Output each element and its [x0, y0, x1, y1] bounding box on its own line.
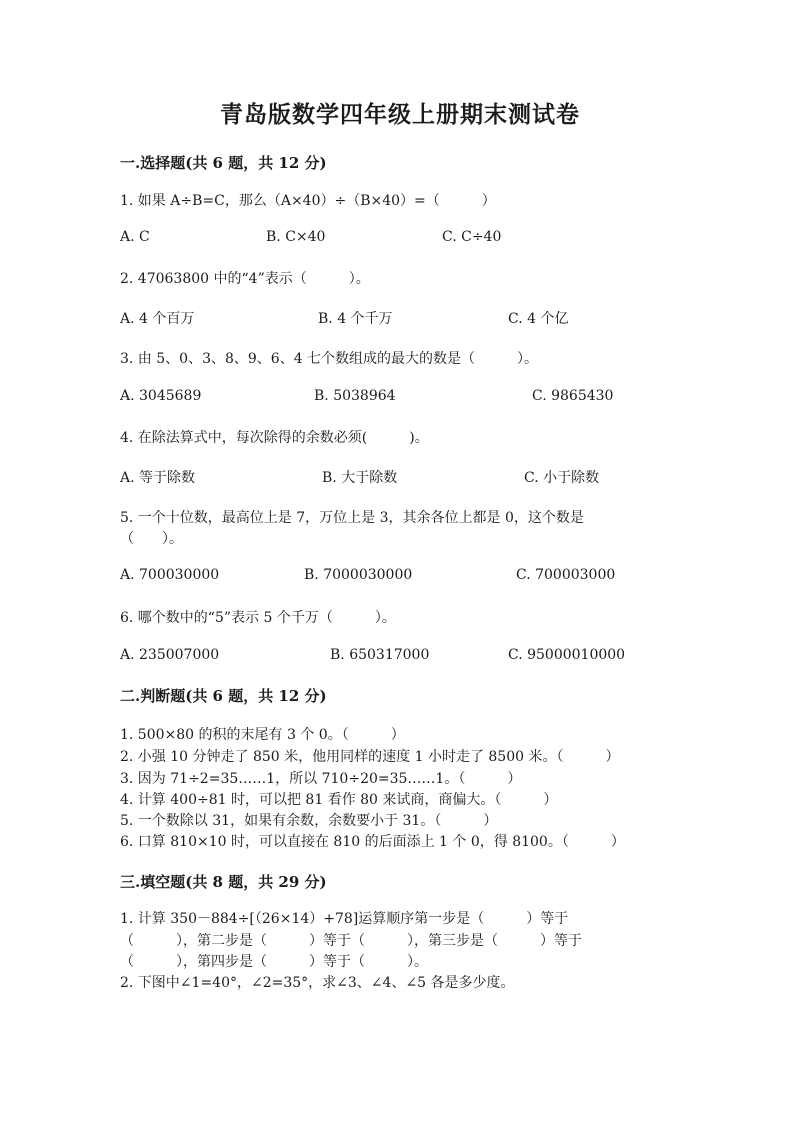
option-b: B. C×40: [266, 229, 326, 245]
option-a: A. 3045689: [120, 388, 202, 404]
fill-item: 1. 计算 350－884÷[（26×14）+78]运算顺序第一步是（ ）等于: [120, 911, 569, 927]
question-text: 6. 哪个数中的“5”表示 5 个千万（ ）。: [120, 610, 396, 626]
option-c: C. 4 个亿: [508, 311, 569, 327]
option-b: B. 7000030000: [304, 567, 413, 583]
section-heading-choice: 一.选择题(共 6 题，共 12 分): [120, 154, 327, 172]
page-title: 青岛版数学四年级上册期末测试卷: [220, 101, 580, 128]
fill-item: 2. 下图中∠1=40°，∠2=35°，求∠3、∠4、∠5 各是多少度。: [120, 975, 515, 991]
option-c: C. 700003000: [516, 567, 616, 583]
question-text-continued: （ ）。: [120, 531, 183, 547]
fill-item-continued: （ ），第四步是（ ）等于（ ）。: [120, 954, 428, 970]
question-text: 1. 如果 A÷B=C，那么（A×40）÷（B×40）=（ ）: [120, 193, 496, 209]
option-b: B. 5038964: [314, 388, 396, 404]
option-a: A. C: [120, 229, 150, 245]
judgment-item: 3. 因为 71÷2=35……1，所以 710÷20=35……1。（ ）: [120, 771, 522, 787]
judgment-item: 5. 一个数除以 31，如果有余数，余数要小于 31。（ ）: [120, 813, 498, 829]
question-text: 3. 由 5、0、3、8、9、6、4 七个数组成的最大的数是（ ）。: [120, 351, 539, 367]
judgment-item: 2. 小强 10 分钟走了 850 米，他用同样的速度 1 小时走了 8500 米。（ ）: [120, 749, 620, 765]
option-c: C. 9865430: [532, 388, 614, 404]
question-text: 4. 在除法算式中，每次除得的余数必须( )。: [120, 430, 429, 446]
option-c: C. C÷40: [442, 229, 502, 245]
judgment-item: 4. 计算 400÷81 时，可以把 81 看作 80 来试商，商偏大。（ ）: [120, 792, 558, 808]
option-b: B. 大于除数: [322, 470, 398, 486]
section-heading-judgment: 二.判断题(共 6 题，共 12 分): [120, 687, 327, 705]
question-text: 5. 一个十位数，最高位上是 7，万位上是 3，其余各位上都是 0，这个数是: [120, 510, 584, 526]
option-a: A. 700030000: [120, 567, 220, 583]
option-b: B. 650317000: [330, 647, 430, 663]
question-text: 2. 47063800 中的“4”表示（ ）。: [120, 271, 370, 287]
option-a: A. 4 个百万: [120, 311, 195, 327]
option-c: C. 小于除数: [524, 470, 600, 486]
judgment-item: 6. 口算 810×10 时，可以直接在 810 的后面添上 1 个 0，得 8100。（ ）: [120, 834, 625, 850]
option-a: A. 等于除数: [120, 470, 196, 486]
option-b: B. 4 个千万: [318, 311, 393, 327]
option-c: C. 95000010000: [508, 647, 626, 663]
section-heading-fill-blank: 三.填空题(共 8 题，共 29 分): [120, 873, 327, 891]
option-a: A. 235007000: [120, 647, 220, 663]
fill-item-continued: （ ），第二步是（ ）等于（ ），第三步是（ ）等于: [120, 933, 582, 949]
judgment-item: 1. 500×80 的积的末尾有 3 个 0。（ ）: [120, 727, 405, 743]
